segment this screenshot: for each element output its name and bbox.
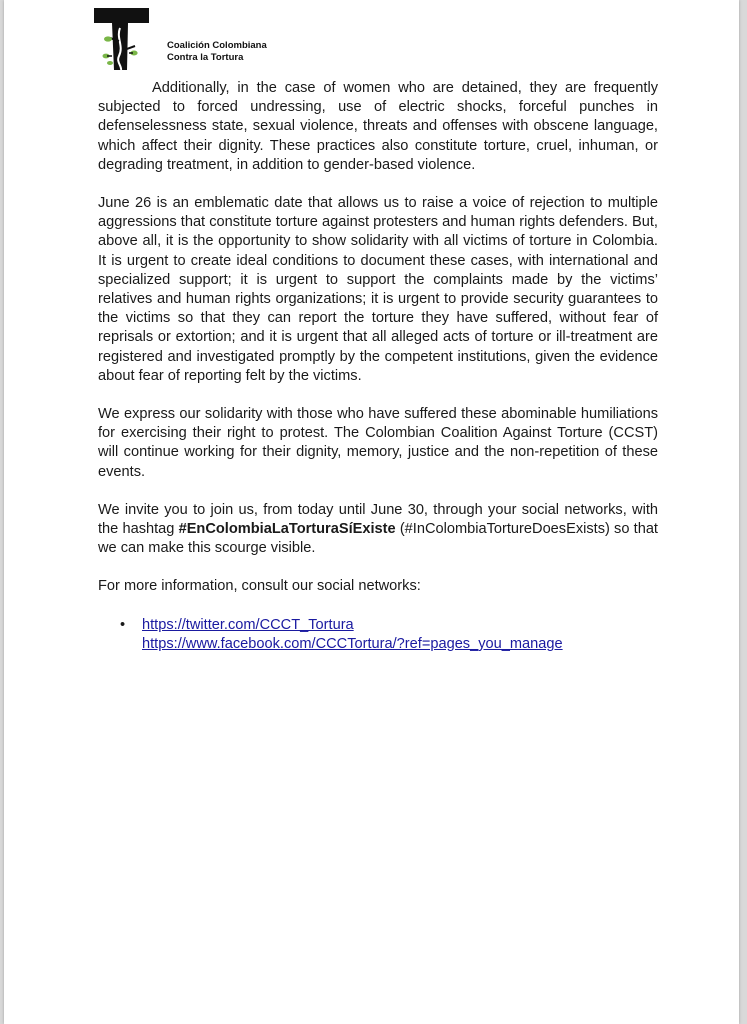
bullet-icon: • — [120, 616, 126, 633]
org-name-line1: Coalición Colombiana — [167, 40, 267, 51]
org-name — [167, 40, 267, 64]
invitation-text-end: (#InColombiaTortureDoesExists) so that we can make this scourge visible. — [98, 521, 658, 557]
paragraph-solidarity: We express our solidarity with those who have suffered these abominable humiliations for exercising their right to protest. The Colombian Coalition Against Torture (CCST) will continue working for their dignity, memory, justice and the non-repetition of these events. — [98, 406, 658, 480]
document-page — [4, 0, 739, 1024]
paragraph-june-26: June 26 is an emblematic date that allows us to raise a voice of rejection to multiple aggressions that constitute torture against protesters and human rights defenders. But, above all, it is the opportunity to show solidarity with all victims of torture in Colombia. It is urgent to create ideal conditions to document these cases, with international and specialized support; it is urgent to support the complaints made by the victims’ relatives and human rights organizations; it is urgent to provide security guarantees to the victims so that they can report the torture they have suffered, without fear of reprisals or extortion; and it is urgent that all alleged acts of torture or ill-treatment are registered and investigated promptly by the competent institutions, given the evidence about fear of reporting felt by the victims. — [98, 195, 658, 384]
paragraph-more-info: For more information, consult our social networks: — [98, 578, 421, 595]
invitation-text: We invite you to join us, from today until June 30, through your social networks, with the hashtag — [98, 501, 658, 538]
twitter-link[interactable]: https://twitter.com/CCCT_Tortura — [142, 616, 354, 633]
paragraph-women-detained: Additionally, in the case of women who are detained, they are frequently subjected to forced undressing, use of electric shocks, forceful punches in defenselessness state, sexual violence, threats and offenses with obscene language, which affect their dignity. These practices also constitute torture, cruel, inhuman, or degrading treatment, in addition to gender-based violence. — [98, 80, 658, 173]
document-body — [98, 79, 658, 654]
social-links-list — [98, 616, 658, 654]
facebook-link[interactable]: https://www.facebook.com/CCCTortura/?ref=pages_you_manage — [142, 635, 563, 652]
ccct-logo-icon — [94, 8, 149, 70]
paragraph-invitation — [98, 501, 658, 559]
list-item — [98, 616, 658, 654]
hashtag: #EnColombiaLaTorturaSíExiste — [178, 521, 396, 538]
org-name-line2: Contra la Tortura — [167, 52, 244, 63]
